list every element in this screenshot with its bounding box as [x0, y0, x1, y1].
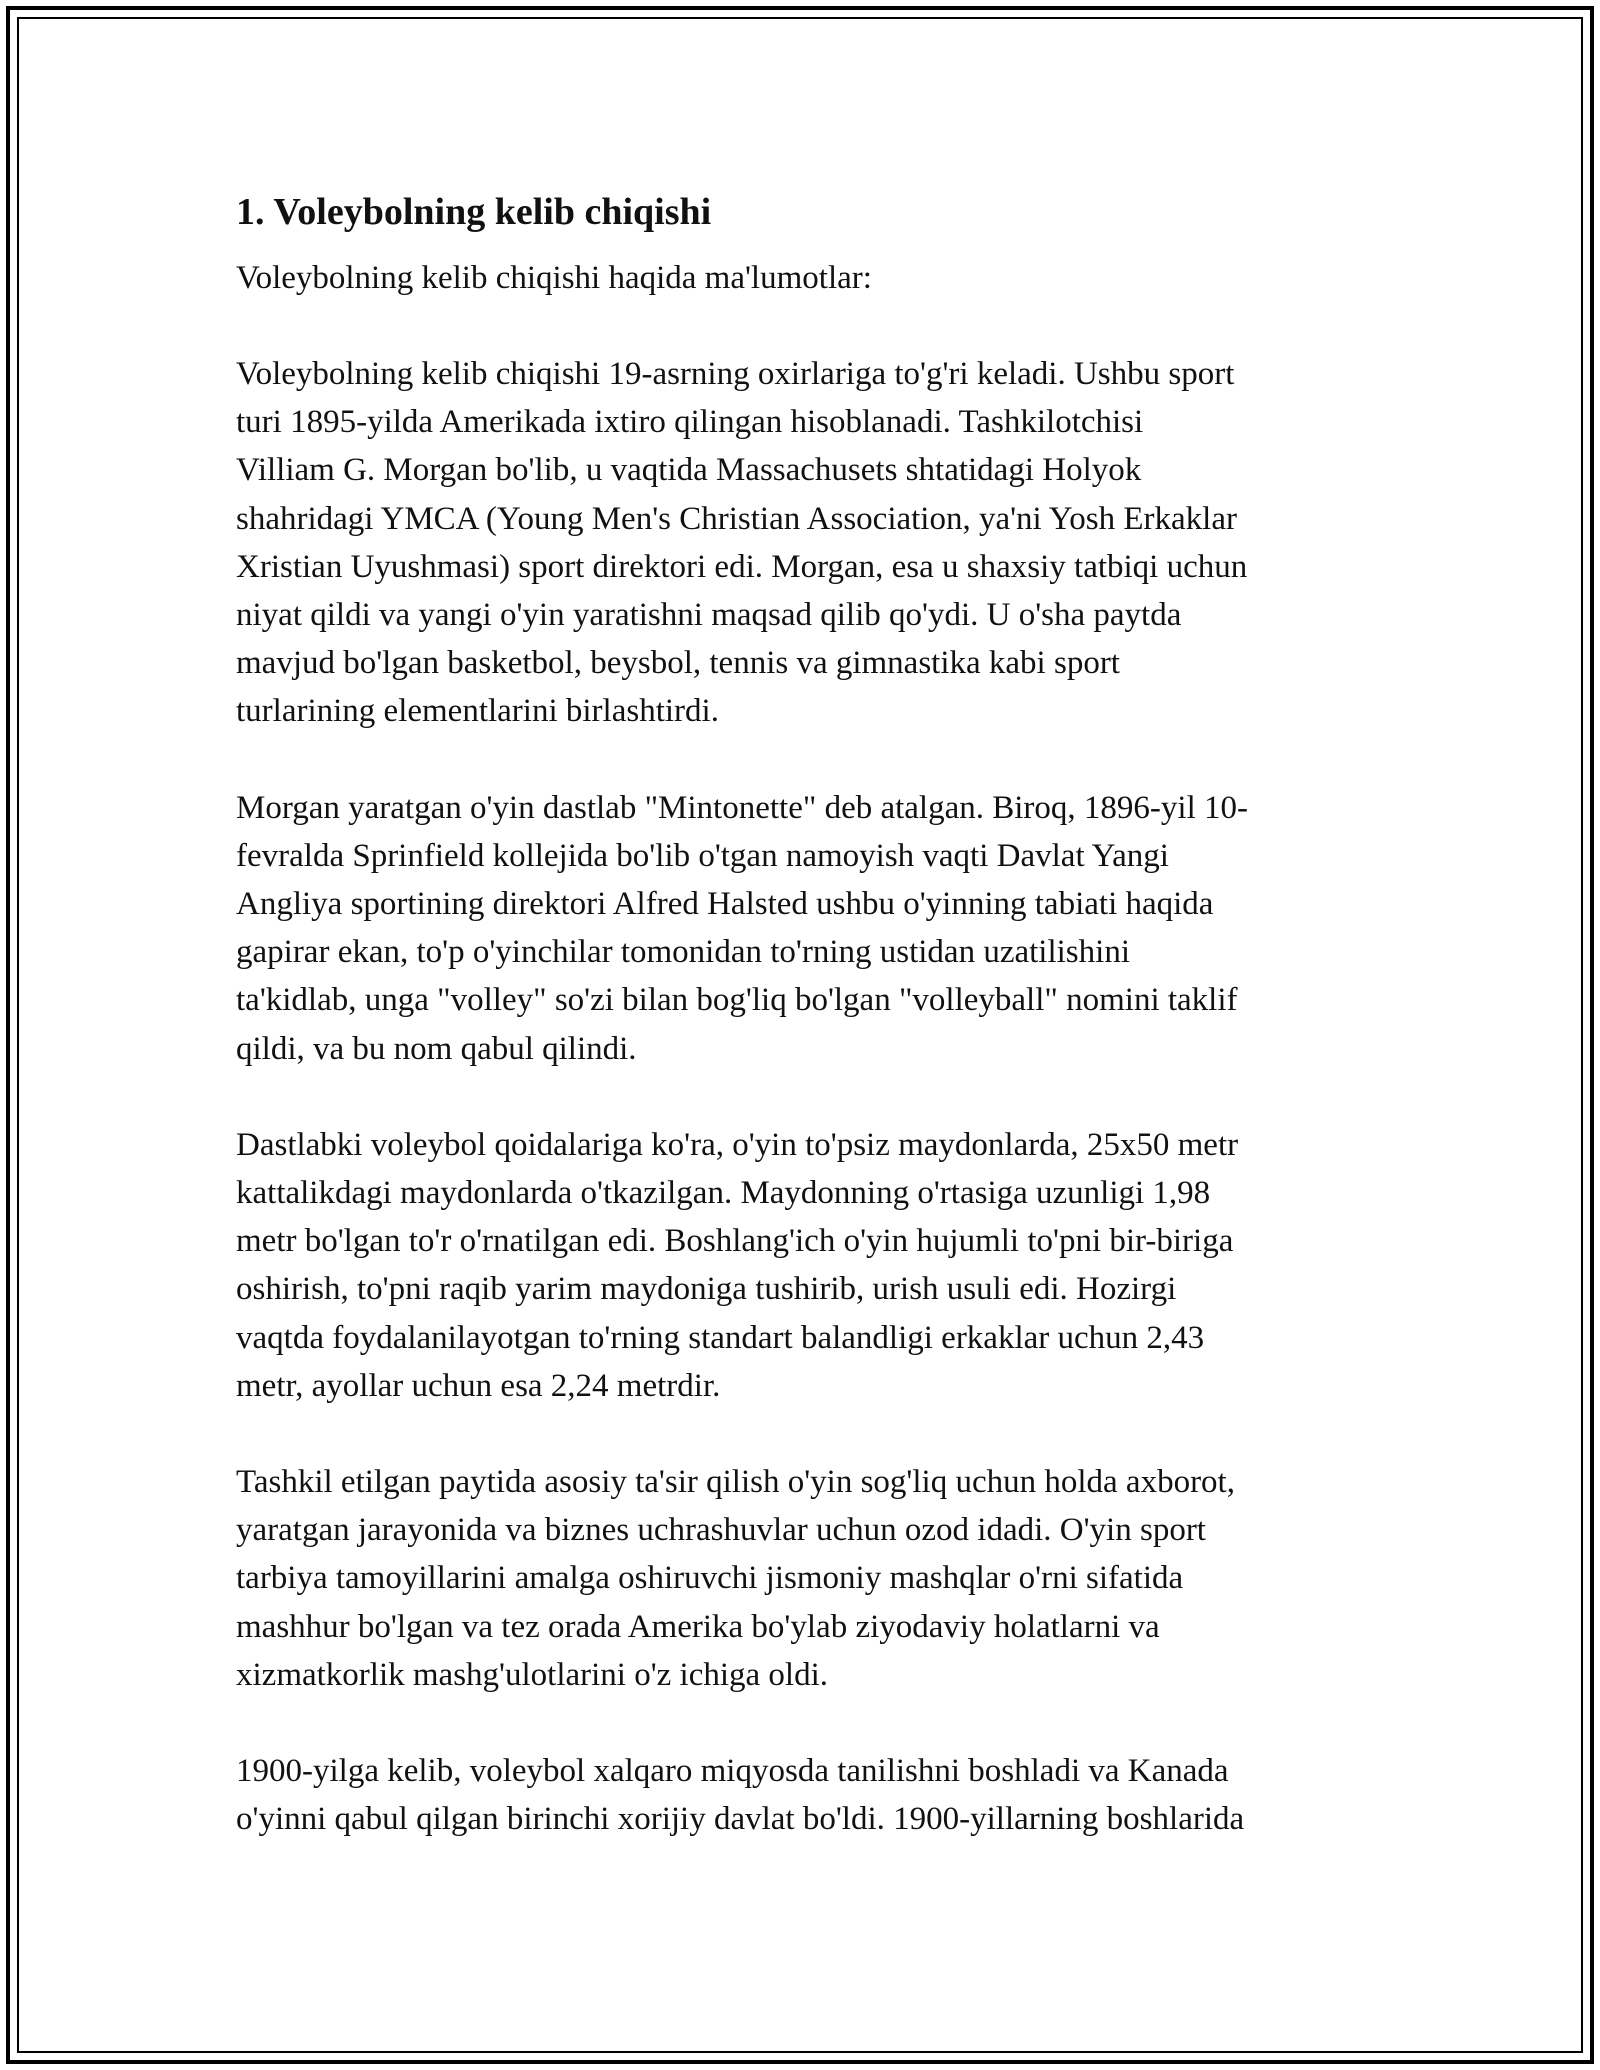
paragraph-early-rules: Dastlabki voleybol qoidalariga ko'ra, o'yin to'psiz maydonlarda, 25x50 metr kattalikdagi maydonlarda o'tkazilgan. Maydonning o'rtasiga uzunligi 1,98 metr bo'lgan to'r o'rnatilgan edi. Boshlang'ich o'yin hujumli to'pni bir-biriga oshirish, to'pni raqib yarim maydoniga tushirib, urish usuli edi. Hozirgi vaqtda foydalanilayotgan to'rning standart balandligi erkaklar uchun 2,43 metr, ayollar uchun esa 2,24 metrdir. [236, 1126, 1239, 1404]
intro-text: Voleybolning kelib chiqishi haqida ma'lumotlar: [236, 260, 872, 296]
section-title: 1. Voleybolning kelib chiqishi [236, 191, 712, 233]
paragraph-naming: Morgan yaratgan o'yin dastlab "Mintonette" deb atalgan. Biroq, 1896-yil 10- fevralda Sprinfield kollejida bo'lib o'tgan namoyish vaqti Davlat Yangi Angliya sportining direktori Alfred Halsted ushbu o'yinning tabiati haqida gapirar ekan, to'p o'yinchilar tomonidan to'rning ustidan uzatilishini ta'kidlab, unga "volley" so'zi bilan bog'liq bo'lgan "volleyball" nomini taklif qildi, va bu nom qabul qilindi. [236, 789, 1248, 1067]
document-body [236, 188, 1364, 1843]
paragraph-international: 1900-yilga kelib, voleybol xalqaro miqyosda tanilishni boshladi va Kanada o'yinni qabul qilgan birinchi xorijiy davlat bo'ldi. 1900-yillarning boshlarida [236, 1753, 1245, 1838]
paragraph-origin: Voleybolning kelib chiqishi 19-asrning oxirlariga to'g'ri keladi. Ushbu sport turi 1895-yilda Amerikada ixtiro qilingan hisoblanadi. Tashkilotchisi Villiam G. Morgan bo'lib, u vaqtida Massachusets shtatidagi Holyok shahridagi YMCA (Young Men's Christian Association, ya'ni Yosh Erkaklar Xristian Uyushmasi) sport direktori edi. Morgan, esa u shaxsiy tatbiqi uchun niyat qildi va yangi o'yin yaratishni maqsad qilib qo'ydi. U o'sha paytda mavjud bo'lgan basketbol, beysbol, tennis va gimnastika kabi sport turlarining elementlarini birlashtirdi. [236, 356, 1248, 730]
paragraph-purpose: Tashkil etilgan paytida asosiy ta'sir qilish o'yin sog'liq uchun holda axborot, yaratgan jarayonida va biznes uchrashuvlar uchun ozod idadi. O'yin sport tarbiya tamoyillarini amalga oshiruvchi jismoniy mashqlar o'rni sifatida mashhur bo'lgan va tez orada Amerika bo'ylab ziyodaviy holatlarni va xizmatkorlik mashg'ulotlarini o'z ichiga oldi. [236, 1464, 1235, 1693]
